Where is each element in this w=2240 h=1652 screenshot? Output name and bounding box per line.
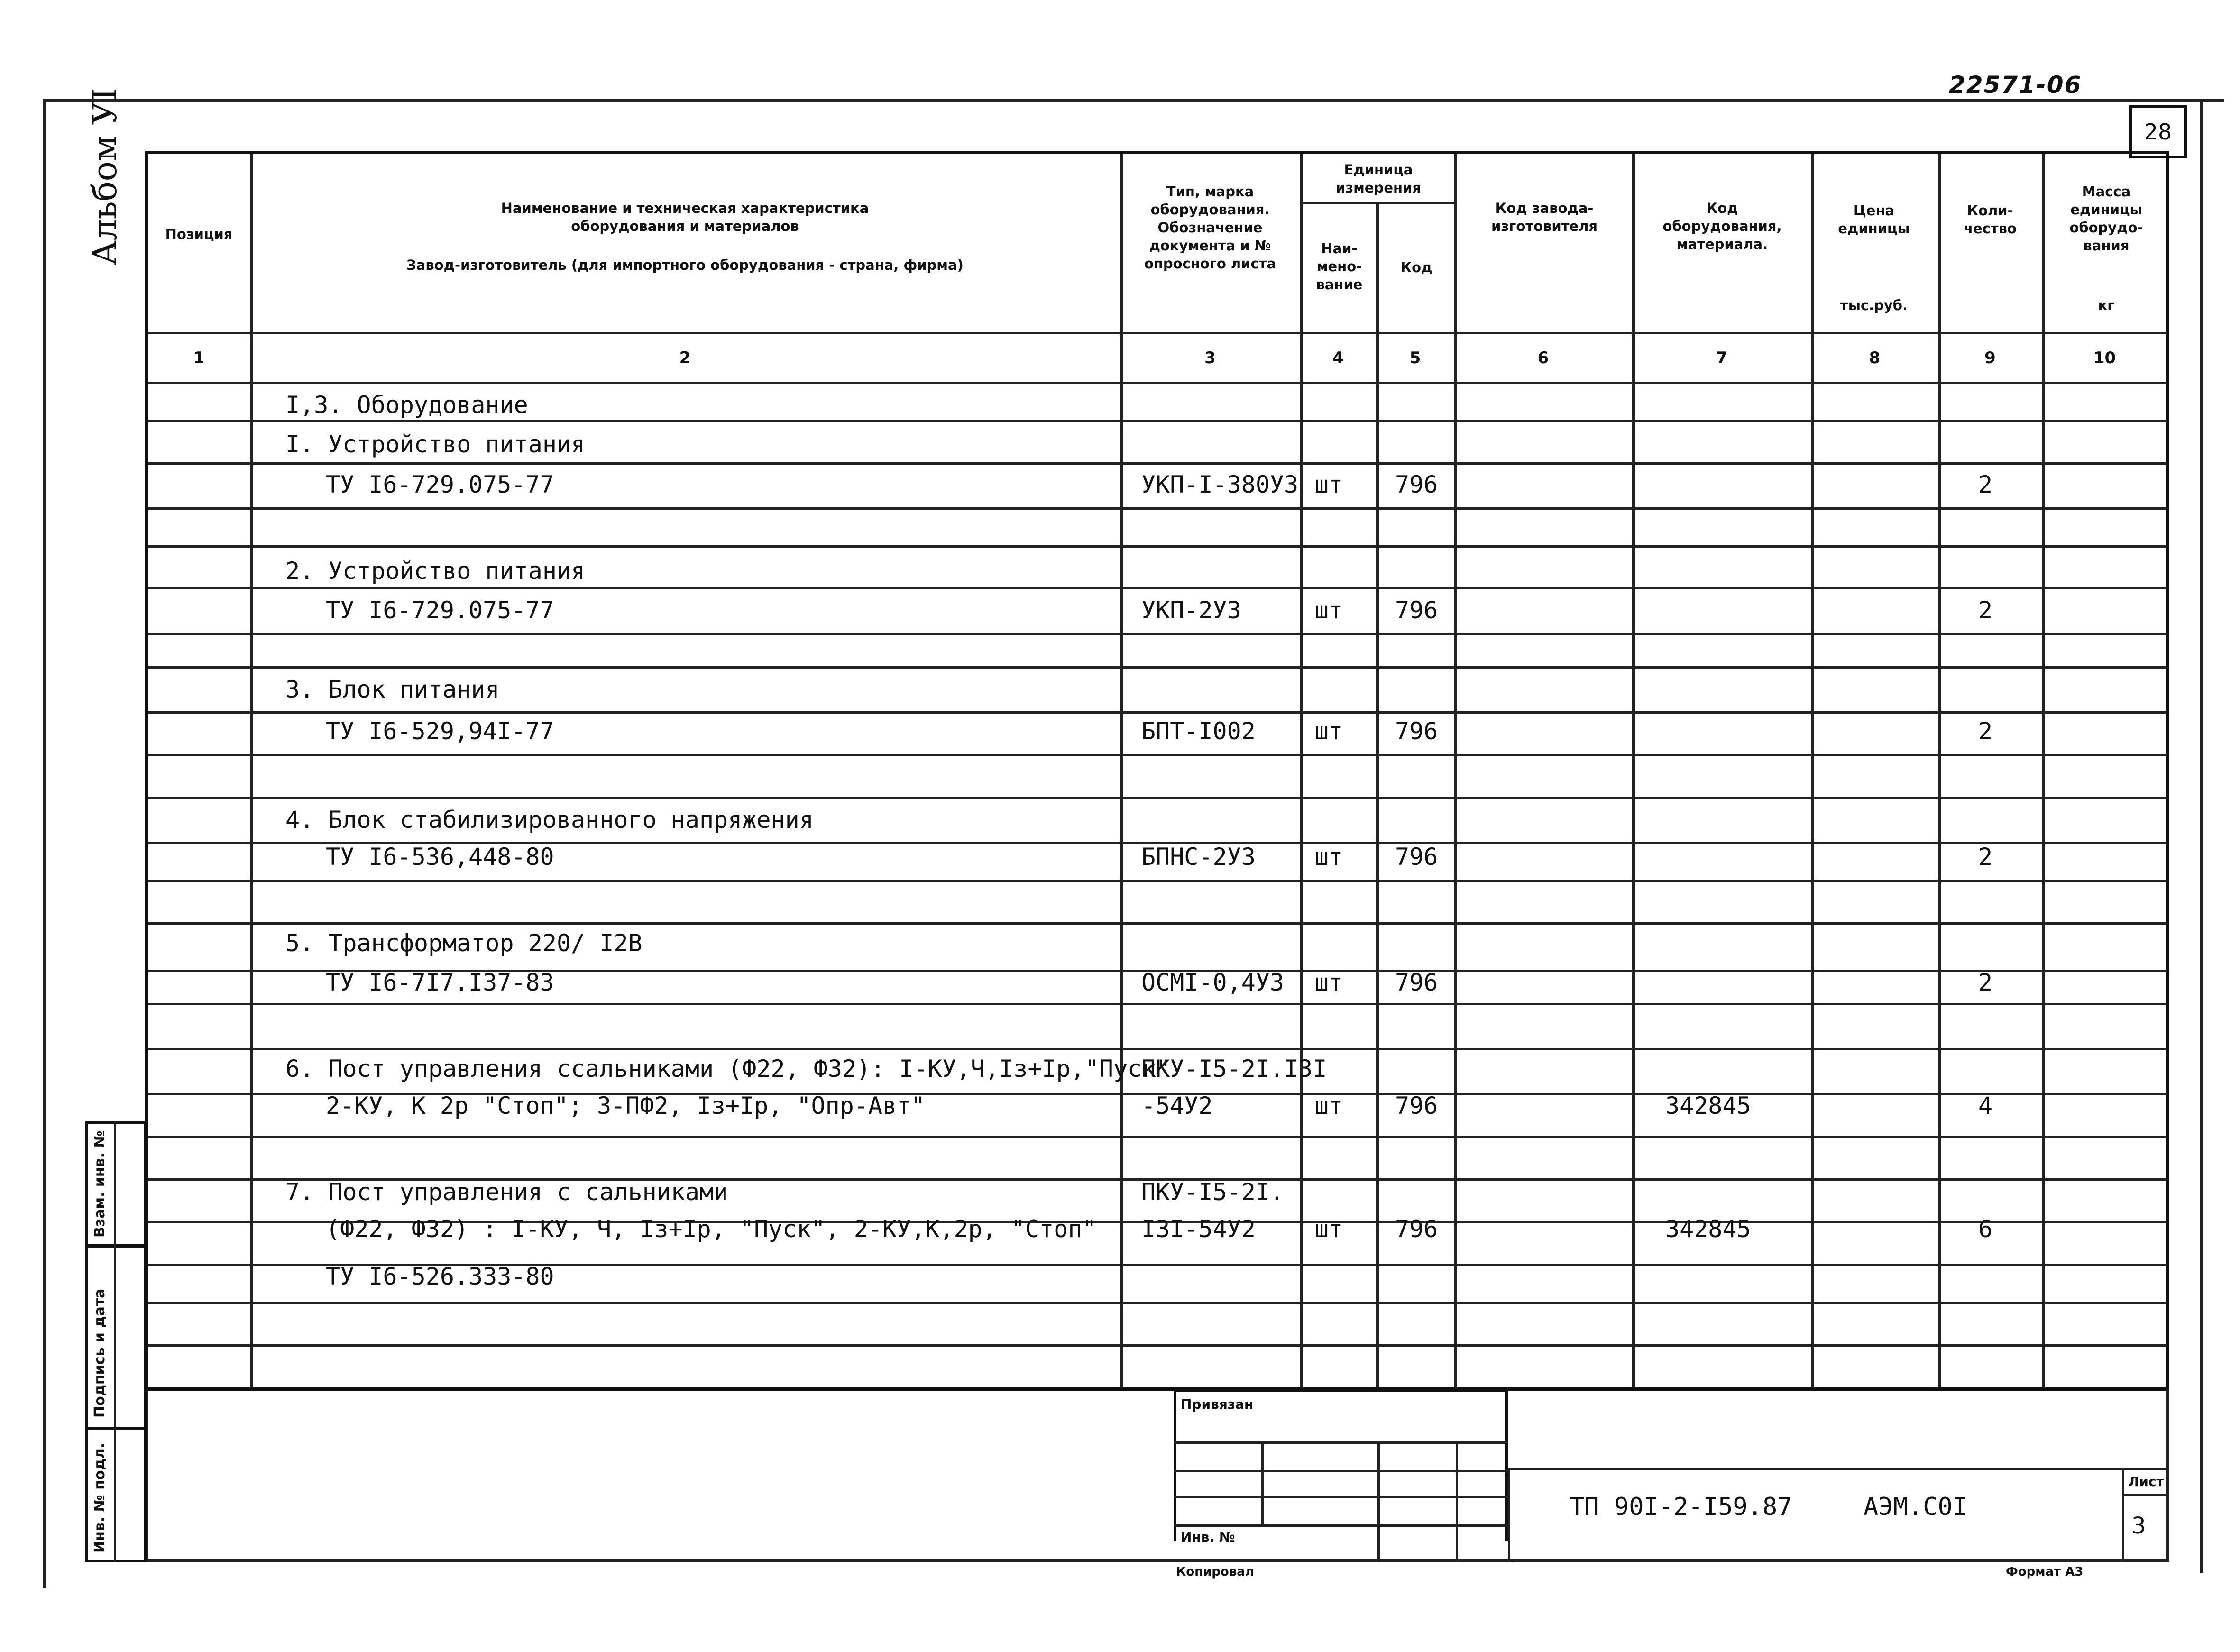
row-name: 2-КУ, К 2р "Стоп"; 3-ПФ2, Iз+Iр, "Опр-Авт" (326, 1092, 926, 1120)
document-number: 22571-06 (1949, 71, 2082, 99)
row-quantity: 2 (1978, 969, 1993, 996)
row-type: -54У2 (1141, 1092, 1213, 1120)
header-unit-group: Единица измерения (1336, 162, 1421, 196)
col-divider (1376, 202, 1379, 1388)
header-bottom-line (148, 332, 2167, 334)
colnum-bottom-line (148, 382, 2167, 384)
row-material-code: 342845 (1665, 1215, 1751, 1243)
sheet-number: 3 (2131, 1513, 2146, 1539)
row-line (148, 545, 2167, 548)
sheet-cell-left (2122, 1468, 2124, 1562)
album-label: Альбом УI (85, 88, 124, 266)
row-line (148, 666, 2167, 669)
row-material-code: 342845 (1665, 1092, 1751, 1120)
row-code: 796 (1395, 471, 1438, 498)
label-inv-podl: Инв. № подл. (92, 1442, 108, 1553)
bottom-frame-right (2166, 1389, 2169, 1562)
row-unit: шт (1314, 843, 1343, 871)
title-block-left (1508, 1468, 1510, 1562)
row-unit: шт (1314, 717, 1343, 745)
sheet-number-top: 28 (2129, 105, 2187, 158)
col-divider (1811, 154, 1814, 1388)
col-number-6: 6 (1537, 349, 1549, 367)
header-mass: Масса единицы оборудо-вания (2069, 184, 2143, 254)
row-line (148, 1136, 2167, 1138)
col-number-5: 5 (1409, 349, 1421, 367)
col-divider (1120, 154, 1123, 1388)
row-code: 796 (1395, 597, 1438, 624)
col-number-2: 2 (679, 349, 691, 367)
row-line (148, 1344, 2167, 1347)
row-unit: шт (1314, 969, 1343, 996)
row-code: 796 (1395, 843, 1438, 871)
row-unit: шт (1314, 471, 1343, 498)
header-unit-code: Код (1400, 259, 1432, 275)
row-line (148, 922, 2167, 925)
side-box-divider (114, 1121, 116, 1562)
header-name-line1: Наименование и техническая характеристика (501, 200, 869, 216)
unit-group-line (1300, 202, 1457, 204)
bottom-frame-line (145, 1559, 2169, 1562)
row-line (148, 1302, 2167, 1304)
row-line (148, 462, 2167, 465)
stamp-divider (1377, 1441, 1380, 1562)
header-mass-unit: кг (2098, 297, 2115, 313)
row-line (148, 1048, 2167, 1050)
header-price-unit: тыс.руб. (1840, 297, 1908, 313)
row-type: ОСМI-0,4УЗ (1141, 969, 1285, 996)
row-name: ТУ I6-529,94I-77 (326, 717, 554, 745)
row-quantity: 4 (1978, 1092, 1993, 1120)
row-name: I. Устройство питания (285, 431, 586, 458)
row-name: I,3. Оборудование (285, 391, 528, 419)
header-name-line2: оборудования и материалов (571, 218, 799, 234)
row-name: ТУ I6-729.075-77 (326, 471, 554, 498)
row-type: БПТ-I002 (1141, 717, 1256, 745)
col-divider (1454, 154, 1457, 1388)
row-line (148, 507, 2167, 510)
outer-frame-top (43, 99, 2224, 102)
title-block-top (1508, 1468, 2169, 1470)
header-position: Позиция (165, 226, 233, 242)
row-code: 796 (1395, 969, 1438, 996)
row-name: 7. Пост управления с сальниками (285, 1178, 728, 1206)
row-unit: шт (1314, 1215, 1343, 1243)
row-type: УКП-I-380УЗ (1141, 471, 1299, 498)
row-unit: шт (1314, 1092, 1343, 1120)
row-name: ТУ I6-729.075-77 (326, 597, 554, 624)
col-divider (2042, 154, 2045, 1388)
sheet-label: Лист (2128, 1474, 2164, 1489)
row-name: 2. Устройство питания (285, 557, 586, 585)
col-divider (1938, 154, 1941, 1388)
row-type: БПНС-2УЗ (1141, 843, 1256, 871)
row-type: I3I-54У2 (1141, 1215, 1256, 1243)
header-quantity: Коли-чество (1964, 202, 2017, 237)
outer-frame-right (2200, 99, 2203, 1573)
row-quantity: 2 (1978, 717, 1993, 745)
row-code: 796 (1395, 1215, 1438, 1243)
row-name: (Ф22, Ф32) : I-КУ, Ч, Iз+Iр, "Пуск", 2-КУ,К,2р, "Стоп" (326, 1215, 1097, 1243)
row-unit: шт (1314, 597, 1343, 624)
row-name: 3. Блок питания (285, 676, 500, 703)
row-line (148, 420, 2167, 422)
row-type: ПКУ-I5-2I. (1141, 1178, 1285, 1206)
row-name: ТУ I6-536,448-80 (326, 843, 554, 871)
label-sign-date: Подпись и дата (92, 1288, 108, 1418)
row-name: 4. Блок стабилизированного напряжения (285, 806, 814, 834)
row-type: УКП-2УЗ (1141, 597, 1241, 624)
stamp-divider (1261, 1441, 1264, 1524)
row-code: 796 (1395, 717, 1438, 745)
col-number-7: 7 (1716, 349, 1727, 367)
row-name: 6. Пост управления ссальниками (Ф22, Ф32): I-КУ,Ч,Iз+Iр,"Пуск" (285, 1055, 1171, 1083)
row-line (148, 1003, 2167, 1005)
specification-table (145, 151, 2169, 1391)
label-inv-vzam: Взам. инв. № (92, 1130, 108, 1238)
col-number-9: 9 (1984, 349, 1996, 367)
header-material-code: Код оборудования, материала. (1662, 200, 1782, 252)
col-number-3: 3 (1204, 349, 1216, 367)
sheet-cell-divider (2122, 1494, 2169, 1496)
stamp-divider (1456, 1441, 1458, 1562)
row-name: ТУ I6-7I7.I37-83 (326, 969, 554, 996)
col-divider (1300, 154, 1303, 1388)
row-quantity: 2 (1978, 471, 1993, 498)
binding-label: Привязан (1181, 1396, 1254, 1412)
copied-by-label: Копировал (1176, 1565, 1254, 1579)
header-plant-code: Код завода-изготовителя (1491, 200, 1597, 234)
col-number-8: 8 (1869, 349, 1881, 367)
header-type: Тип, марка оборудования. Обозначение документа и № опросного листа (1144, 184, 1276, 272)
row-code: 796 (1395, 1092, 1438, 1120)
col-number-4: 4 (1332, 349, 1344, 367)
row-quantity: 2 (1978, 597, 1993, 624)
row-type: ПКУ-I5-2I.I3I (1141, 1055, 1327, 1083)
row-quantity: 2 (1978, 843, 1993, 871)
row-name: 5. Трансформатор 220/ I2В (285, 929, 643, 957)
col-divider (250, 154, 253, 1388)
row-line (148, 880, 2167, 882)
header-name-line3: Завод-изготовитель (для импортного оборудования - страна, фирма) (406, 257, 964, 273)
project-designation: ТП 90I-2-I59.87 (1570, 1493, 1792, 1521)
row-line (148, 633, 2167, 635)
row-line (148, 797, 2167, 799)
document-code: АЭМ.С0I (1864, 1493, 1968, 1521)
row-line (148, 754, 2167, 756)
col-divider (1632, 154, 1635, 1388)
outer-frame-left (43, 99, 46, 1588)
row-line (148, 587, 2167, 589)
col-number-10: 10 (2093, 349, 2116, 367)
inventory-number-label: Инв. № (1181, 1529, 1235, 1545)
row-quantity: 6 (1978, 1215, 1993, 1243)
row-line (148, 711, 2167, 714)
header-price: Цена единицы (1838, 202, 1910, 237)
row-name: ТУ I6-526.333-80 (326, 1263, 554, 1290)
format-label: Формат А3 (2006, 1565, 2084, 1579)
header-unit-name: Наи-мено-вание (1316, 240, 1363, 293)
col-number-1: 1 (193, 349, 205, 367)
